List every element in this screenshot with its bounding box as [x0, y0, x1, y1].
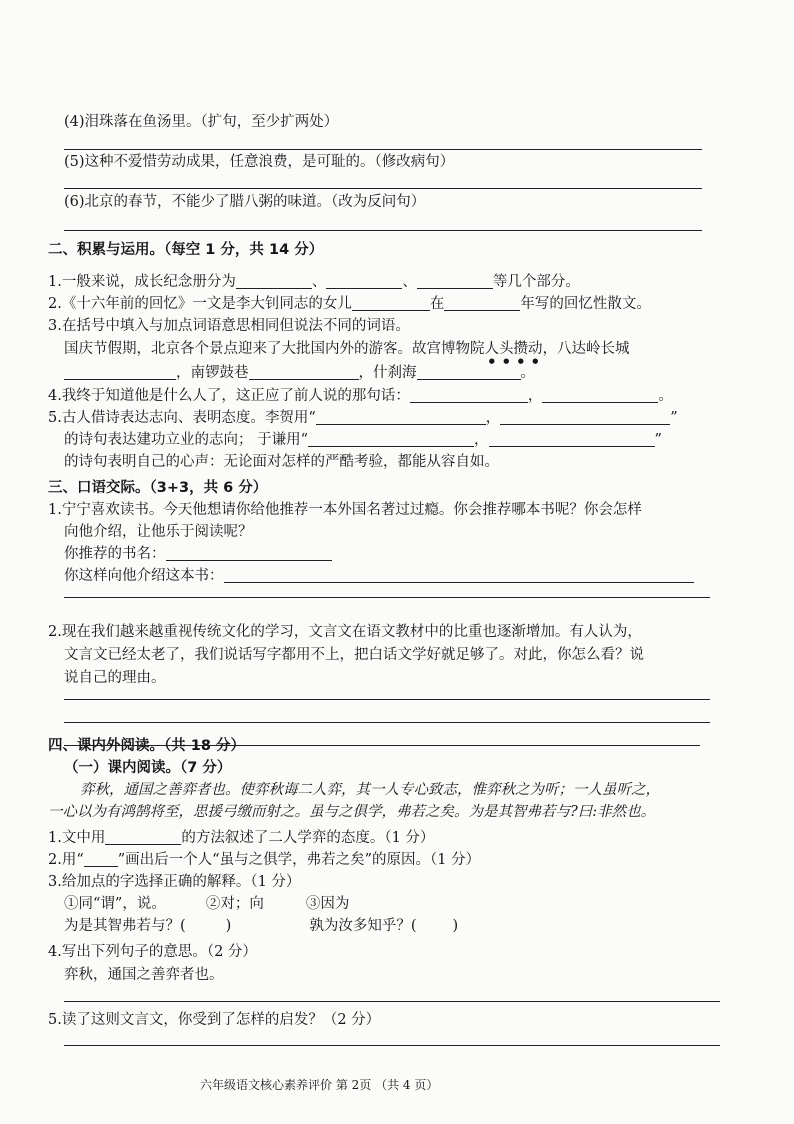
s4-q4-answer-line[interactable]: [64, 1001, 720, 1002]
introduce-line-1[interactable]: [224, 567, 694, 583]
s2-q3-blanks: ，南锣鼓巷 ，什刹海 。: [64, 364, 535, 383]
q1-4-text: (4)泪珠落在鱼汤里。（扩句，至少扩两处）: [64, 114, 339, 130]
option-3: ③因为: [305, 896, 350, 912]
book-title-input[interactable]: [166, 545, 332, 561]
s2-q3-sentence: 国庆节假期，北京各个景点迎来了大批国内外的游客。故宫博物院人头攒动，八达岭长城: [64, 341, 630, 357]
s2-q5-line1: 5.古人借诗表达志向、表明态度。李贺用“ ， ”: [48, 410, 678, 426]
s4-q3-sentences: 为是其智弗若与？( ) 孰为汝多知乎？( ): [64, 918, 459, 934]
s4-q1-blank[interactable]: [105, 829, 181, 845]
s2-q4-blank-1[interactable]: [410, 387, 528, 403]
s3-q1-book-title: 你推荐的书名：: [64, 545, 332, 564]
s2-q1: 1.一般来说，成长纪念册分为 、 、 等几个部分。: [48, 274, 580, 290]
s4-q2-line-sample: [84, 851, 118, 867]
s3-q2-line1: 2.现在我们越来越重视传统文化的学习，文言文在语文教材中的比重也逐渐增加。有人认为，: [48, 624, 642, 640]
page-footer: 六年级语文核心素养评价 第 2页 （共 4 页）: [200, 1078, 439, 1092]
section4-sub-heading: （一）课内阅读。（7 分）: [64, 760, 232, 776]
q1-5-answer-line[interactable]: [64, 188, 702, 189]
q1-6-answer-line[interactable]: [64, 230, 702, 231]
q1-4-answer-line[interactable]: [64, 149, 702, 150]
s4-q3-options: [64, 895, 349, 914]
option-1: ①同“谓”，说。: [64, 896, 166, 912]
q1-5-text: (5)这种不爱惜劳动成果，任意浪费，是可耻的。（修改病句）: [64, 154, 455, 170]
s4-q5: 5.读了这则文言文，你受到了怎样的启发？（2 分）: [48, 1012, 381, 1028]
section4-heading: 四、课内外阅读。（共 18 分）: [48, 738, 246, 754]
s3-q2-line3: 说自己的理由。: [64, 670, 166, 686]
s4-q2: 2.用“ ”画出后一个人“虽与之俱学，弗若之矣”的原因。（1 分）: [48, 852, 481, 868]
s2-q5-line3: 的诗句表明自己的心声：无论面对怎样的严酷考验，都能从容自如。: [64, 454, 499, 470]
s2-q4: 4.我终于知道他是什么人了，这正应了前人说的那句话： ， 。: [48, 388, 673, 404]
s2-q2-blank-2[interactable]: [444, 295, 520, 311]
s3-q1-line2: 向他介绍，让他乐于阅读呢？: [64, 524, 253, 540]
s2-q2: 2.《十六年前的回忆》一文是李大钊同志的女儿 在 年写的回忆性散文。: [48, 296, 651, 312]
s2-q2-blank-1[interactable]: [352, 295, 430, 311]
s3-q2-line2: 文言文已经太老了，我们说话写字都用不上，把白话文学好就足够了。对此，你怎么看？说: [64, 647, 644, 663]
s2-q3-blank-2[interactable]: [249, 364, 359, 380]
s2-q5-blank-2[interactable]: [500, 409, 670, 425]
s2-q1-blank-2[interactable]: [326, 273, 402, 289]
s3-q1-line1: 1.宁宁喜欢读书。今天他想请你给他推荐一本外国名著过过瘾。你会推荐哪本书呢？你会怎样: [48, 502, 642, 518]
s3-q1-introduce: 你这样向他介绍这本书：: [64, 567, 694, 586]
s4-q1: 1.文中用 的方法叙述了二人学弈的态度。（1 分）: [48, 830, 435, 846]
s2-q5-blank-1[interactable]: [316, 409, 486, 425]
s2-q3-instruction: 3.在括号中填入与加点词语意思相同但说法不同的词语。: [48, 318, 410, 334]
s4-q4: 4.写出下列句子的意思。（2 分）: [48, 944, 257, 960]
s4-q3: 3.给加点的字选择正确的解释。（1 分）: [48, 874, 301, 890]
s2-q5-blank-3[interactable]: [308, 431, 474, 447]
s2-q5-line2: 的诗句表达建功立业的志向； 于谦用“ ， ”: [64, 432, 662, 448]
s2-q1-blank-3[interactable]: [417, 273, 493, 289]
section3-heading: 三、口语交际。（3+3，共 6 分）: [48, 480, 268, 496]
s3-q2-answer-line-2[interactable]: [64, 722, 710, 723]
section2-heading: 二、积累与运用。（每空 1 分，共 14 分）: [48, 242, 324, 258]
q1-6-text: (6)北京的春节，不能少了腊八粥的味道。（改为反问句）: [64, 194, 426, 210]
option-2: ②对；向: [205, 896, 264, 912]
s2-q4-blank-2[interactable]: [542, 387, 658, 403]
s4-q5-answer-line[interactable]: [64, 1045, 720, 1046]
dotted-phrase: 人头攒动: [484, 341, 543, 357]
passage-line-2: 一心以为有鸿鹄将至，思援弓缴而射之。虽与之俱学，弗若之矣。为是其智弗若与?曰:非然也。: [48, 804, 656, 820]
s2-q5-blank-4[interactable]: [489, 431, 655, 447]
s2-q3-blank-3[interactable]: [417, 364, 521, 380]
s2-q1-blank-1[interactable]: [236, 273, 312, 289]
s2-q3-blank-1[interactable]: [64, 364, 176, 380]
s3-q2-answer-line-1[interactable]: [64, 699, 710, 700]
introduce-line-2[interactable]: [64, 597, 710, 598]
s4-q4-sentence: 弈秋，通国之善弈者也。: [64, 967, 224, 983]
passage-line-1: 弈秋，通国之善弈者也。使弈秋诲二人弈，其一人专心致志，惟弈秋之为听；一人虽听之，: [80, 782, 660, 798]
